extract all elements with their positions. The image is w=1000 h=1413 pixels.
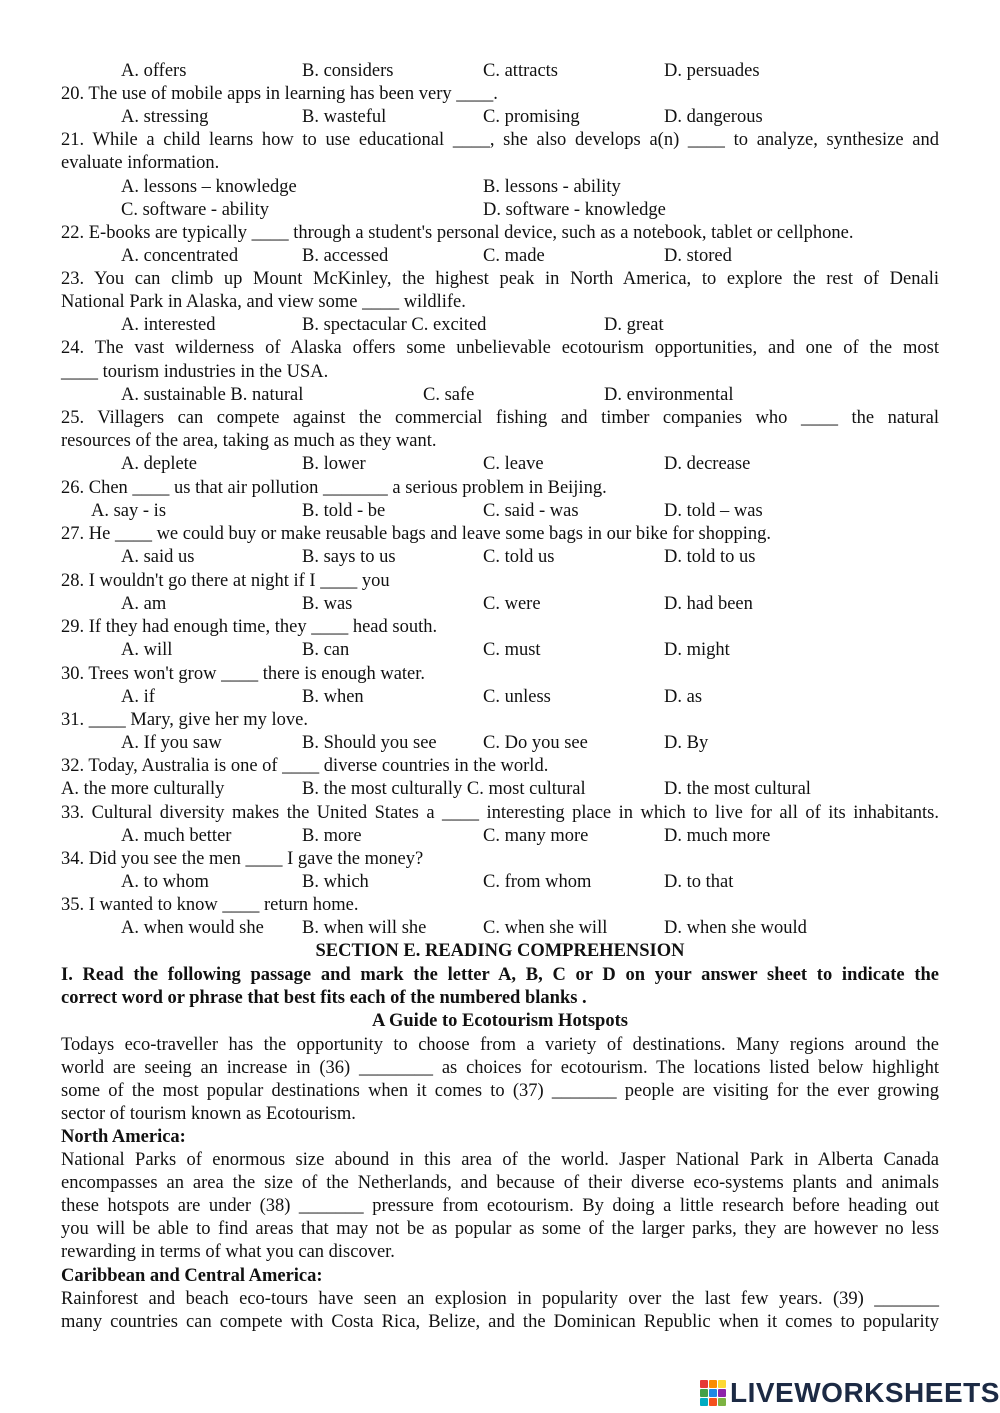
q22-option-b[interactable]: B. accessed xyxy=(302,246,389,266)
q29-option-d[interactable]: D. might xyxy=(664,640,730,660)
q25-stem-line2: resources of the area, taking as much as they want. xyxy=(61,431,437,451)
q21-stem-line2: evaluate information. xyxy=(61,153,220,173)
q31-option-c[interactable]: C. Do you see xyxy=(483,733,588,753)
logo-square xyxy=(709,1389,717,1397)
q33-option-d[interactable]: D. much more xyxy=(664,826,771,846)
logo-grid-icon xyxy=(700,1380,726,1406)
paragraph-1-line: some of the most popular destinations when it comes to (37) _______ people are visiting for the ever growing xyxy=(61,1081,939,1101)
q24-option-d[interactable]: D. environmental xyxy=(604,385,734,405)
q22-option-a[interactable]: A. concentrated xyxy=(121,246,239,266)
q23-option-a[interactable]: A. interested xyxy=(121,315,216,335)
q21-option-a[interactable]: A. lessons – knowledge xyxy=(121,177,297,197)
q27-option-a[interactable]: A. said us xyxy=(121,547,195,567)
q35-option-a[interactable]: A. when would she xyxy=(121,918,264,938)
q19-option-d[interactable]: D. persuades xyxy=(664,61,760,81)
q34-option-c[interactable]: C. from whom xyxy=(483,872,592,892)
q24-option-c[interactable]: C. safe xyxy=(423,385,475,405)
logo-square xyxy=(709,1380,717,1388)
q20-stem: 20. The use of mobile apps in learning has been very ____. xyxy=(61,84,498,104)
q20-option-a[interactable]: A. stressing xyxy=(121,107,209,127)
q25-option-b[interactable]: B. lower xyxy=(302,454,366,474)
q27-stem: 27. He ____ we could buy or make reusable bags and leave some bags in our bike for shopping. xyxy=(61,524,772,544)
paragraph-1-last-line: sector of tourism known as Ecotourism. xyxy=(61,1104,356,1124)
q25-option-c[interactable]: C. leave xyxy=(483,454,544,474)
q26-option-c[interactable]: C. said - was xyxy=(483,501,579,521)
paragraph-3-line: many countries can compete with Costa Rica, Belize, and the Dominican Republic when it comes to popularity xyxy=(61,1312,939,1332)
q31-option-b[interactable]: B. Should you see xyxy=(302,733,437,753)
q34-option-b[interactable]: B. which xyxy=(302,872,369,892)
q29-option-b[interactable]: B. can xyxy=(302,640,350,660)
liveworksheets-logo xyxy=(700,1376,1000,1410)
logo-text-live: LIVE xyxy=(730,1377,795,1408)
q23-option-d[interactable]: D. great xyxy=(604,315,664,335)
q27-option-b[interactable]: B. says to us xyxy=(302,547,396,567)
q31-stem: 31. ____ Mary, give her my love. xyxy=(61,710,308,730)
q23-option-b[interactable]: B. spectacular C. excited xyxy=(302,315,487,335)
q28-option-b[interactable]: B. was xyxy=(302,594,353,614)
q33-option-b[interactable]: B. more xyxy=(302,826,362,846)
q19-option-b[interactable]: B. considers xyxy=(302,61,394,81)
q29-option-c[interactable]: C. must xyxy=(483,640,541,660)
q22-option-d[interactable]: D. stored xyxy=(664,246,732,266)
q22-option-c[interactable]: C. made xyxy=(483,246,545,266)
q26-option-a[interactable]: A. say - is xyxy=(91,501,167,521)
logo-square xyxy=(718,1398,726,1406)
q25-option-d[interactable]: D. decrease xyxy=(664,454,751,474)
q27-option-d[interactable]: D. told to us xyxy=(664,547,756,567)
q35-option-b[interactable]: B. when will she xyxy=(302,918,427,938)
q31-option-d[interactable]: D. By xyxy=(664,733,709,753)
q27-option-c[interactable]: C. told us xyxy=(483,547,555,567)
q32-option-b[interactable]: B. the most culturally C. most cultural xyxy=(302,779,586,799)
q28-stem: 28. I wouldn't go there at night if I ____ you xyxy=(61,571,390,591)
q29-option-a[interactable]: A. will xyxy=(121,640,173,660)
q30-option-c[interactable]: C. unless xyxy=(483,687,551,707)
q28-option-a[interactable]: A. am xyxy=(121,594,167,614)
q35-option-c[interactable]: C. when she will xyxy=(483,918,608,938)
paragraph-3-line: Rainforest and beach eco-tours have seen an explosion in popularity over the last few years. (39) _______ xyxy=(61,1289,939,1309)
q28-option-c[interactable]: C. were xyxy=(483,594,541,614)
q21-option-d[interactable]: D. software - knowledge xyxy=(483,200,666,220)
q20-option-b[interactable]: B. wasteful xyxy=(302,107,387,127)
paragraph-2-line: encompasses an area the size of the Netherlands, and because of their diverse eco-systems plants and animals xyxy=(61,1173,939,1193)
q25-option-a[interactable]: A. deplete xyxy=(121,454,198,474)
logo-square xyxy=(700,1389,708,1397)
passage-title: A Guide to Ecotourism Hotspots xyxy=(372,1011,628,1031)
q26-option-d[interactable]: D. told – was xyxy=(664,501,763,521)
q23-stem-line2: National Park in Alaska, and view some ____ wildlife. xyxy=(61,292,466,312)
q32-option-d[interactable]: D. the most cultural xyxy=(664,779,811,799)
paragraph-2-last-line: rewarding in terms of what you can discover. xyxy=(61,1242,395,1262)
q33-option-a[interactable]: A. much better xyxy=(121,826,232,846)
q22-stem: 22. E-books are typically ____ through a student's personal device, such as a notebook, tablet or cellphone. xyxy=(61,223,854,243)
paragraph-2-line: National Parks of enormous size abound in this area of the world. Jasper National Park in Alberta Canada xyxy=(61,1150,939,1170)
paragraph-1-line: Todays eco-traveller has the opportunity to choose from a variety of destinations. Many regions around the xyxy=(61,1035,939,1055)
q35-stem: 35. I wanted to know ____ return home. xyxy=(61,895,359,915)
q29-stem: 29. If they had enough time, they ____ head south. xyxy=(61,617,438,637)
q32-option-a[interactable]: A. the more culturally xyxy=(61,779,225,799)
q34-option-d[interactable]: D. to that xyxy=(664,872,734,892)
section-title: SECTION E. READING COMPREHENSION xyxy=(315,941,685,961)
instruction-line1: I. Read the following passage and mark the letter A, B, C or D on your answer sheet to indicate the xyxy=(61,965,939,985)
q24-stem-line2: ____ tourism industries in the USA. xyxy=(61,362,329,382)
q19-option-a[interactable]: A. offers xyxy=(121,61,187,81)
logo-square xyxy=(718,1389,726,1397)
q30-option-b[interactable]: B. when xyxy=(302,687,364,707)
heading-north-america: North America: xyxy=(61,1127,186,1147)
paragraph-1-line: world are seeing an increase in (36) ________ as choices for ecotourism. The locations listed below highlight xyxy=(61,1058,939,1078)
q34-option-a[interactable]: A. to whom xyxy=(121,872,209,892)
q35-option-d[interactable]: D. when she would xyxy=(664,918,807,938)
q26-stem: 26. Chen ____ us that air pollution _______ a serious problem in Beijing. xyxy=(61,478,607,498)
logo-square xyxy=(709,1398,717,1406)
paragraph-2-line: these hotspots are under (38) _______ pressure from ecotourism. By doing a little research before heading out xyxy=(61,1196,939,1216)
q30-option-d[interactable]: D. as xyxy=(664,687,703,707)
q30-stem: 30. Trees won't grow ____ there is enough water. xyxy=(61,664,426,684)
q33-option-c[interactable]: C. many more xyxy=(483,826,589,846)
logo-square xyxy=(700,1398,708,1406)
q20-option-d[interactable]: D. dangerous xyxy=(664,107,763,127)
paragraph-2-line: you will be able to find areas that may not be as popular as some of the larger parks, they are however no less xyxy=(61,1219,939,1239)
q19-option-c[interactable]: C. attracts xyxy=(483,61,559,81)
q33-stem: 33. Cultural diversity makes the United States a ____ interesting place in which to live for all of its inhabitants. xyxy=(61,803,939,823)
logo-square xyxy=(700,1380,708,1388)
q24-option-a[interactable]: A. sustainable B. natural xyxy=(121,385,304,405)
q34-stem: 34. Did you see the men ____ I gave the money? xyxy=(61,849,424,869)
q31-option-a[interactable]: A. If you saw xyxy=(121,733,222,753)
q23-stem-line1: 23. You can climb up Mount McKinley, the highest peak in North America, to explore the rest of Denali xyxy=(61,269,939,289)
q32-stem: 32. Today, Australia is one of ____ diverse countries in the world. xyxy=(61,756,549,776)
logo-square xyxy=(718,1380,726,1388)
q26-option-b[interactable]: B. told - be xyxy=(302,501,386,521)
instruction-line2: correct word or phrase that best fits each of the numbered blanks . xyxy=(61,988,587,1008)
q30-option-a[interactable]: A. if xyxy=(121,687,155,707)
q28-option-d[interactable]: D. had been xyxy=(664,594,753,614)
logo-text-worksheets: WORKSHEETS xyxy=(794,1377,1000,1408)
q25-stem-line1: 25. Villagers can compete against the commercial fishing and timber companies who ____ the natural xyxy=(61,408,939,428)
q20-option-c[interactable]: C. promising xyxy=(483,107,580,127)
heading-caribbean-central-america: Caribbean and Central America: xyxy=(61,1266,323,1286)
q21-option-b[interactable]: B. lessons - ability xyxy=(483,177,621,197)
q21-stem-line1: 21. While a child learns how to use educational ____, she also develops a(n) ____ to analyze, synthesize and xyxy=(61,130,939,150)
q21-option-c[interactable]: C. software - ability xyxy=(121,200,269,220)
q24-stem-line1: 24. The vast wilderness of Alaska offers some unbelievable ecotourism opportunities, and one of the most xyxy=(61,338,939,358)
